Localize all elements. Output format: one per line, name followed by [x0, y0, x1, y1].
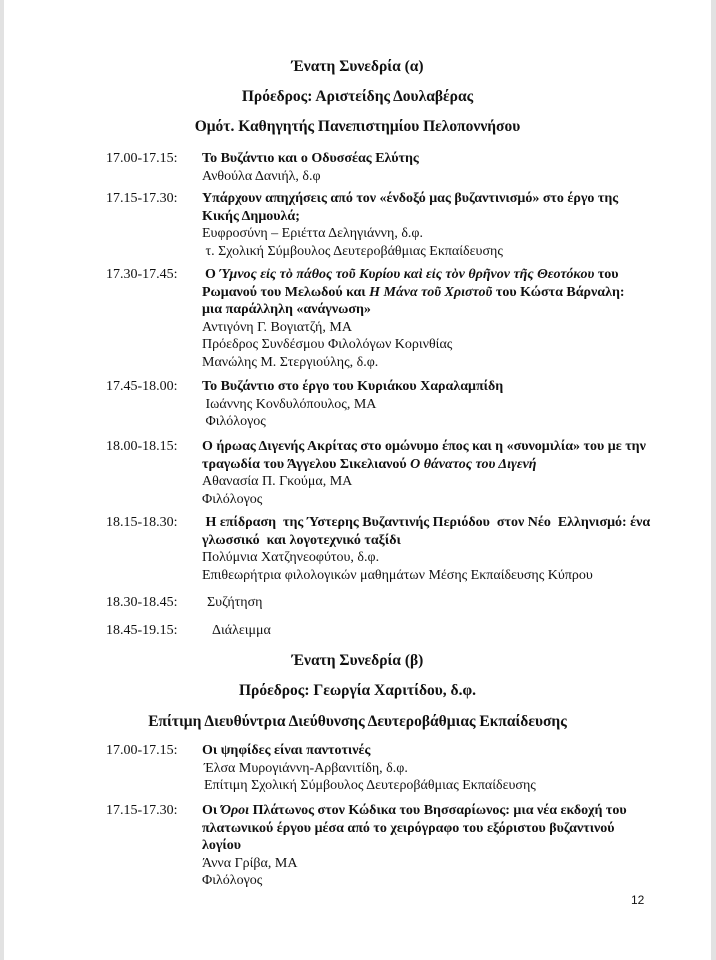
time-slot: 17.30-17.45:: [106, 267, 178, 282]
talk-title-cont: λογίου: [202, 838, 242, 853]
time-slot: 18.45-19.15:: [106, 623, 178, 638]
speaker-affiliation: τ. Σχολική Σύμβουλος Δευτεροβάθμιας Εκπαίδευσης: [202, 243, 503, 259]
discussion-label: Συζήτηση: [207, 595, 263, 610]
time-slot: 17.45-18.00:: [106, 379, 178, 394]
speaker-name: Έλσα Μυρογιάννη-Αρβανιτίδη, δ.φ.: [204, 760, 408, 776]
time-slot: 17.15-17.30:: [106, 191, 178, 206]
session-b-chair: Πρόεδρος: Γεωργία Χαριτίδου, δ.φ.: [238, 682, 477, 699]
speaker-name: Ευφροσύνη – Εριέττα Δεληγιάννη, δ.φ.: [202, 226, 423, 241]
speaker-name: Αθανασία Π. Γκούμα, ΜΑ: [202, 474, 353, 489]
time-slot: 17.15-17.30:: [106, 803, 178, 818]
speaker-name: Πολύμνια Χατζηνεοφύτου, δ.φ.: [202, 550, 380, 565]
session-b-heading: Ένατη Συνεδρία (β): [291, 652, 424, 669]
talk-title-cont: μια παράλληλη «ανάγνωση»: [202, 302, 371, 317]
speaker-affiliation: Επιθεωρήτρια φιλολογικών μαθημάτων Μέσης Εκπαίδευσης Κύπρου: [202, 567, 593, 583]
time-slot: 17.00-17.15:: [106, 151, 178, 166]
speaker-affiliation: Επίτιμη Σχολική Σύμβουλος Δευτεροβάθμιας Εκπαίδευσης: [204, 778, 536, 793]
break-label: Διάλειμμα: [212, 623, 271, 638]
talk-title-cont: τραγωδία του Άγγελου Σικελιανού Ο θάνατος του Διγενή: [202, 456, 537, 472]
speaker-affiliation: Πρόεδρος Συνδέσμου Φιλολόγων Κορινθίας: [202, 337, 453, 352]
talk-title: Οι ψηφίδες είναι παντοτινές: [202, 743, 371, 758]
speaker-name: Μανώλης Μ. Στεργιούλης, δ.φ.: [202, 354, 379, 370]
talk-title-cont: γλωσσικό και λογοτεχνικό ταξίδι: [202, 532, 401, 548]
talk-title-cont: πλατωνικού έργου μέσα από το χειρόγραφο του εξόριστου βυζαντινού: [202, 820, 615, 836]
speaker-name: Άννα Γρίβα, ΜΑ: [202, 855, 298, 871]
session-a-chair-title: Ομότ. Καθηγητής Πανεπιστημίου Πελοποννήσου: [194, 118, 521, 135]
speaker-name: Αντιγόνη Γ. Βογιατζή, ΜΑ: [202, 319, 352, 335]
speaker-affiliation: Φιλόλογος: [202, 873, 263, 888]
speaker-name: Ιωάννης Κονδυλόπουλος, ΜΑ: [202, 396, 377, 412]
talk-title: Η επίδραση της Ύστερης Βυζαντινής Περιόδου στον Νέο Ελληνισμό: ένα: [202, 515, 651, 530]
talk-title: Υπάρχουν απηχήσεις από τον «ένδοξό μας βυζαντινισμό» στο έργο της: [202, 191, 619, 206]
speaker-affiliation: Φιλόλογος: [202, 491, 263, 507]
talk-title: Ο Ύμνος εἰς τὸ πάθος τοῦ Κυρίου καὶ εἰς τὸν θρῆνον τῆς Θεοτόκου του: [205, 267, 619, 282]
talk-title-cont: Κικής Δημουλά;: [202, 208, 300, 224]
talk-title: Το Βυζάντιο στο έργο του Κυριάκου Χαραλαμπίδη: [202, 379, 504, 394]
speaker-name: Ανθούλα Δανιήλ, δ.φ: [202, 168, 321, 184]
talk-title: Ο ήρωας Διγενής Ακρίτας στο ομώνυμο έπος και η «συνομιλία» του με την: [202, 439, 646, 454]
speaker-affiliation: Φιλόλογος: [202, 414, 266, 429]
talk-title: Το Βυζάντιο και ο Οδυσσέας Ελύτης: [202, 151, 419, 166]
time-slot: 18.30-18.45:: [106, 595, 178, 610]
talk-title: Οι Όροι Πλάτωνος στον Κώδικα του Βησσαρίωνος: μια νέα εκδοχή του: [202, 803, 627, 818]
session-b-chair-title: Επίτιμη Διευθύντρια Διεύθυνσης Δευτεροβάθμιας Εκπαίδευσης: [148, 713, 567, 730]
session-a-chair: Πρόεδρος: Αριστείδης Δουλαβέρας: [241, 88, 474, 105]
time-slot: 18.15-18.30:: [106, 515, 178, 530]
document-page: [4, 0, 711, 960]
talk-title-cont: Ρωμανού του Μελωδού και Η Μάνα τοῦ Χριστοῦ του Κώστα Βάρναλη:: [202, 284, 625, 300]
page-number: 12: [631, 893, 645, 907]
time-slot: 17.00-17.15:: [106, 743, 178, 758]
session-a-heading: Ένατη Συνεδρία (α): [291, 58, 424, 75]
time-slot: 18.00-18.15:: [106, 439, 178, 454]
